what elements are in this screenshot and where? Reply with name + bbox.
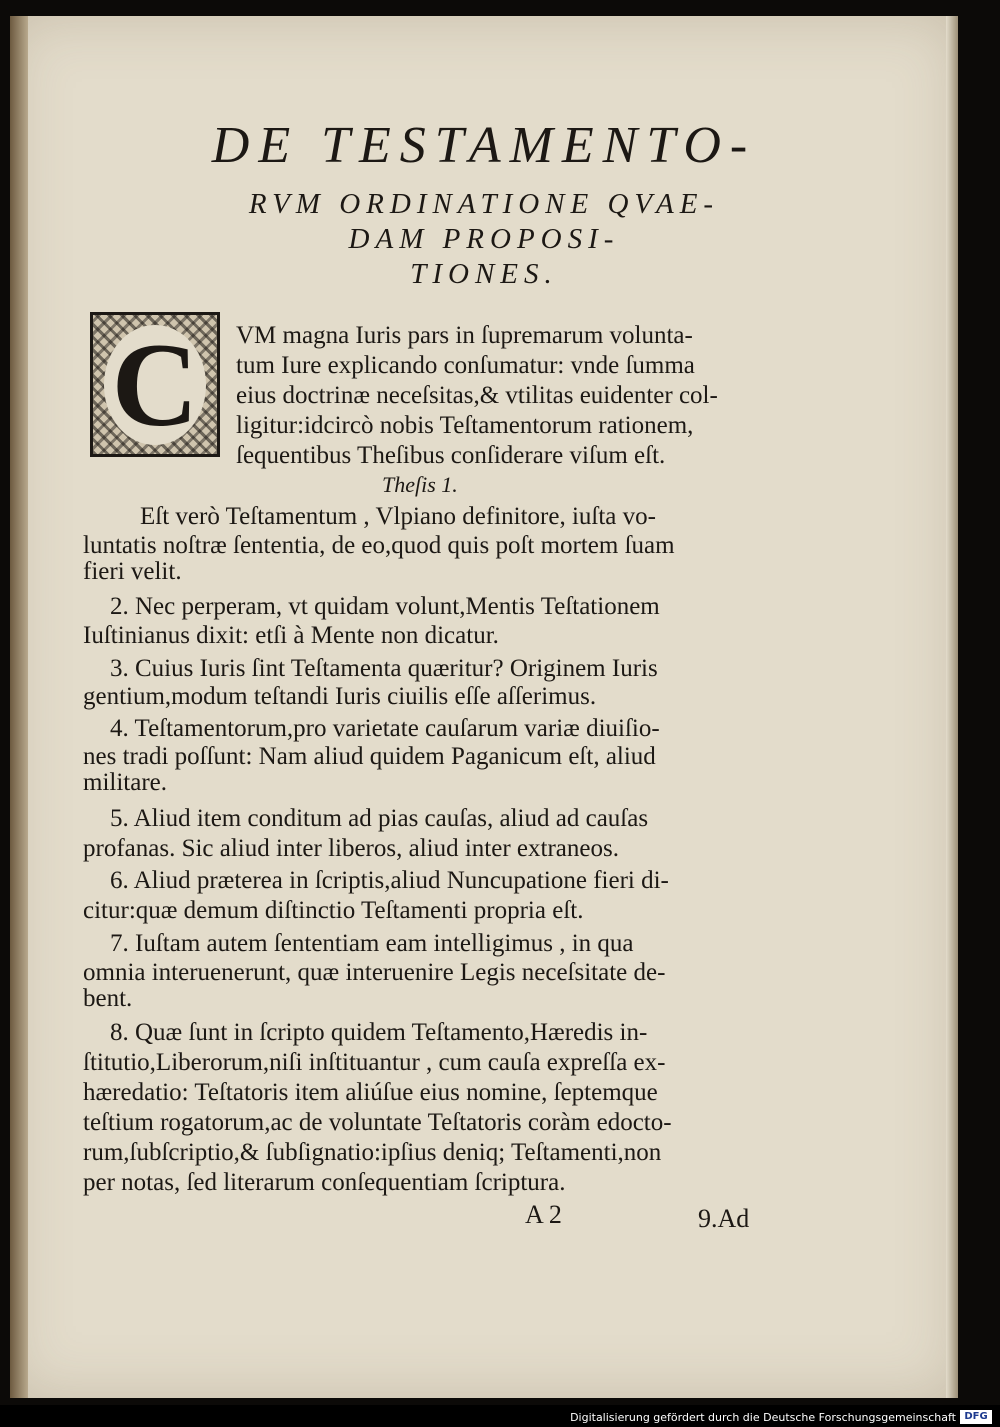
title-line-1: DE TESTAMENTO- <box>211 117 757 174</box>
body-line: 3. Cuius Iuris ſint Teſtamenta quæritur? Originem Iuris <box>110 655 658 682</box>
dfg-logo: DFG <box>960 1410 992 1424</box>
body-line: militare. <box>83 769 167 796</box>
body-line: 2. Nec perperam, vt quidam volunt,Mentis Teſtationem <box>110 593 660 620</box>
body-line: luntatis noſtræ ſententia, de eo,quod quis poſt mortem ſuam <box>83 532 675 559</box>
intro-line: eius doctrinæ neceſsitas,& vtilitas euidenter col- <box>236 382 718 409</box>
body-line: fieri velit. <box>83 558 182 585</box>
title-line-4: TIONES. <box>410 258 558 290</box>
title-line-3: DAM PROPOSI- <box>348 223 620 255</box>
intro-line: tum Iure explicando conſumatur: vnde ſumma <box>236 352 695 379</box>
body-line: 4. Teſtamentorum,pro varietate cauſarum variæ diuiſio- <box>110 715 660 742</box>
intro-line: VM magna Iuris pars in ſupremarum volunta- <box>236 322 693 349</box>
body-line: hæredatio: Teſtatoris item aliúſue eius nomine, ſeptemque <box>83 1079 658 1106</box>
book-page <box>10 16 958 1398</box>
body-line: 5. Aliud item conditum ad pias cauſas, aliud ad cauſas <box>110 805 649 832</box>
body-line: 6. Aliud præterea in ſcriptis,aliud Nuncupatione fieri di- <box>110 867 669 894</box>
body-line: ſtitutio,Liberorum,niſi inſtituantur , cum cauſa expreſſa ex- <box>83 1049 666 1076</box>
intro-line: ſequentibus Theſibus conſiderare viſum eſt. <box>236 442 666 469</box>
body-line: gentium,modum teſtandi Iuris ciuilis eſſe aſſerimus. <box>83 683 597 710</box>
body-line: per notas, ſed literarum conſequentiam ſcriptura. <box>83 1169 566 1196</box>
body-line: 8. Quæ ſunt in ſcripto quidem Teſtamento,Hæredis in- <box>110 1019 648 1046</box>
body-line: Iuſtinianus dixit: etſi à Mente non dicatur. <box>83 622 499 649</box>
intro-line: ligitur:idcircò nobis Teſtamentorum rationem, <box>236 412 694 439</box>
body-line: rum,ſubſcriptio,& ſubſignatio:ipſius deniq; Teſtamenti,non <box>83 1139 662 1166</box>
body-line: Eſt verò Teſtamentum , Vlpiano definitore, iuſta vo- <box>140 503 656 530</box>
body-line: 7. Iuſtam autem ſententiam eam intelligimus , in qua <box>110 930 634 957</box>
initial-letter: C <box>104 325 207 445</box>
decorated-initial <box>90 312 220 457</box>
catchword: 9.Ad <box>698 1204 750 1233</box>
thesis-heading: Theſis 1. <box>382 472 458 497</box>
body-line: profanas. Sic aliud inter liberos, aliud inter extraneos. <box>83 835 619 862</box>
signature-mark: A 2 <box>525 1200 562 1229</box>
title-line-2: RVM ORDINATIONE QVAE- <box>248 188 720 220</box>
funding-credit: Digitalisierung gefördert durch die Deutsche Forschungsgemeinschaft <box>570 1411 956 1424</box>
body-line: nes tradi poſſunt: Nam aliud quidem Paganicum eſt, aliud <box>83 743 656 770</box>
body-line: bent. <box>83 985 133 1012</box>
body-line: omnia interuenerunt, quæ interuenire Legis neceſsitate de- <box>83 959 666 986</box>
body-line: citur:quæ demum diſtinctio Teſtamenti propria eſt. <box>83 897 584 924</box>
body-line: teſtium rogatorum,ac de voluntate Teſtatoris coràm edocto- <box>83 1109 672 1136</box>
